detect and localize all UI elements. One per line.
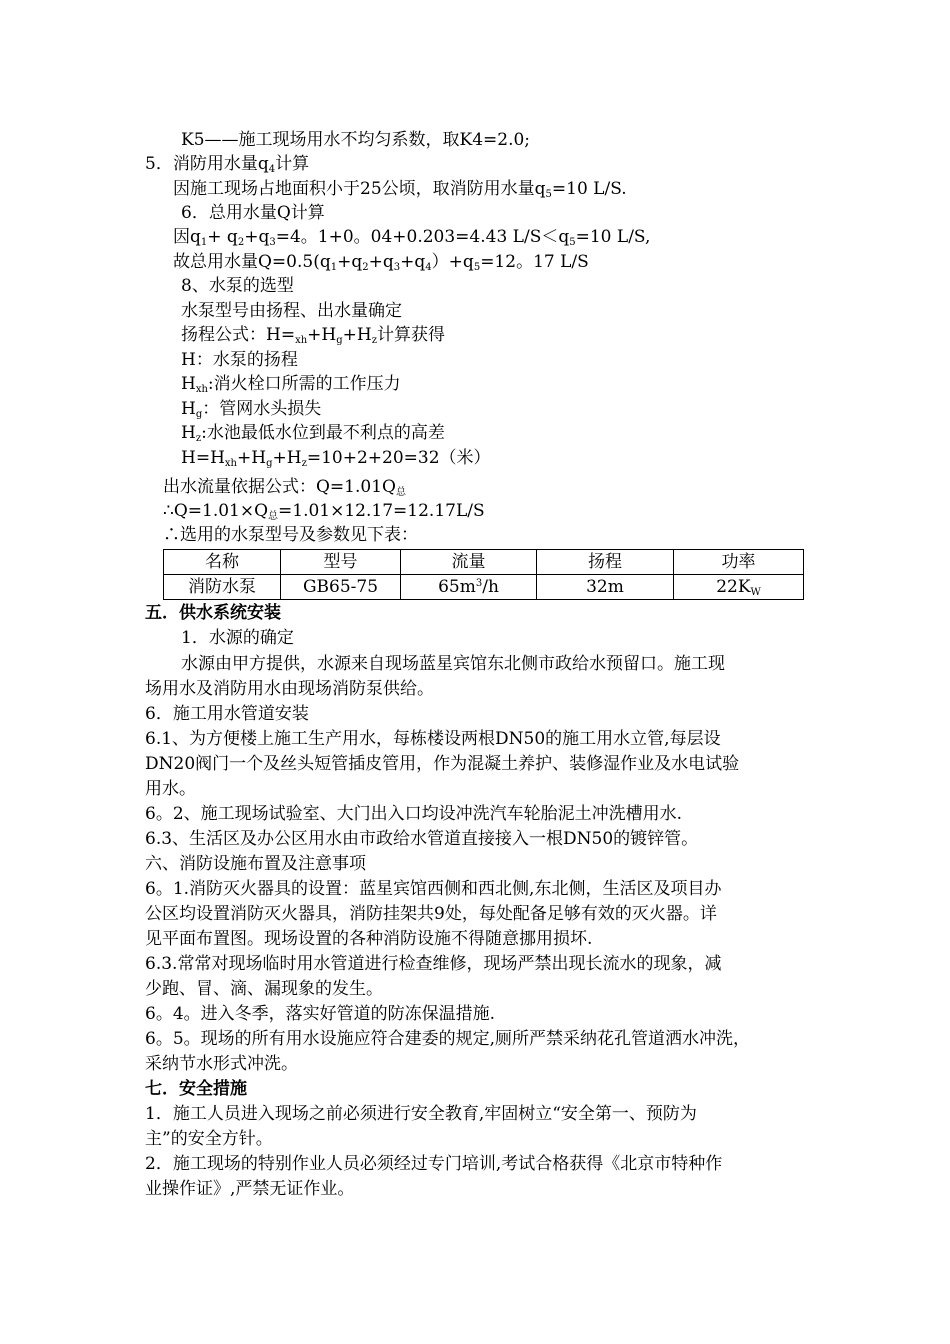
section-heading: 七．安全措施: [145, 1079, 247, 1099]
text-line: DN20阀门一个及丝头短管插皮管用，作为混凝土养护、装修湿作业及水电试验: [145, 754, 740, 774]
text-line: 见平面布置图。现场设置的各种消防设施不得随意挪用损坏.: [145, 929, 593, 949]
text-line: $H=H_{xh}+H_g+H_z=10+2+20=32$（米）: [181, 448, 491, 469]
text-line: 5．消防用水量$q_4$计算: [145, 154, 310, 175]
table-cell: 消防水泵: [164, 575, 281, 600]
table-row: [164, 575, 804, 600]
text-line: 2．施工现场的特别作业人员必须经过专门培训,考试合格获得《北京市特种作: [145, 1154, 723, 1174]
text-line: 6。2、施工现场试验室、大门出入口均设冲洗汽车轮胎泥土冲洗槽用水.: [145, 804, 683, 824]
text-line: 6.3、生活区及办公区用水由市政给水管道直接接入一根DN50的镀锌管。: [145, 829, 699, 849]
text-line: 因$q_1+ q_2+q_3=4$。1+0。04+0.203=4.43 $L/S<q_5=10$ L/S,: [173, 227, 651, 248]
table-header-cell: 流量: [401, 550, 537, 575]
text-line: 用水。: [145, 779, 196, 799]
table-header-cell: 型号: [281, 550, 401, 575]
section-heading: 五．供水系统安装: [145, 603, 281, 623]
text-line: 因施工现场占地面积小于25公顷，取消防用水量$q_5=10$ L/S.: [173, 179, 627, 200]
text-line: 出水流量依据公式：$Q=1.01Q_总$: [163, 477, 406, 498]
text-line: 6.3.常常对现场临时用水管道进行检查维修，现场严禁出现长流水的现象，减: [145, 954, 722, 974]
text-line: 少跑、冒、滴、漏现象的发生。: [145, 979, 383, 999]
text-line: $\therefore Q=1.01\times Q_总=1.01\times 12.17=12.17L/S$: [163, 501, 485, 522]
text-line: K5——施工现场用水不均匀系数，取K4=2.0;: [181, 130, 531, 150]
text-line: 8、水泵的选型: [181, 276, 294, 296]
table-header-cell: 名称: [164, 550, 281, 575]
text-line: 水源由甲方提供，水源来自现场蓝星宾馆东北侧市政给水预留口。施工现: [181, 654, 725, 674]
text-line: 采纳节水形式冲洗。: [145, 1054, 298, 1074]
text-line: 场用水及消防用水由现场消防泵供给。: [145, 679, 434, 699]
text-line: 公区均设置消防灭火器具，消防挂架共9处，每处配备足够有效的灭火器。详: [145, 904, 717, 924]
text-line: 6．总用水量Q计算: [181, 203, 325, 223]
text-line: 水泵型号由扬程、出水量确定: [181, 301, 402, 321]
table-header-cell: 扬程: [537, 550, 674, 575]
table-cell: 32m: [537, 575, 674, 600]
text-line: $H_g$：管网水头损失: [181, 399, 322, 420]
text-line: 六、消防设施布置及注意事项: [145, 854, 366, 874]
text-line: $H_{xh}$:消火栓口所需的工作压力: [181, 374, 401, 395]
text-line: 6。1.消防灭火器具的设置：蓝星宾馆西侧和西北侧,东北侧，生活区及项目办: [145, 879, 722, 899]
text-line: ∴选用的水泵型号及参数见下表：: [163, 525, 418, 545]
table-cell: GB65-75: [281, 575, 401, 600]
table-cell: $22K_W$: [674, 575, 804, 600]
text-line: 1．施工人员进入现场之前必须进行安全教育,牢固树立“安全第一、预防为: [145, 1104, 697, 1124]
text-line: 1．水源的确定: [181, 628, 294, 648]
text-line: 6。5。现场的所有用水设施应符合建委的规定,厕所严禁采纳花孔管道洒水冲洗，: [145, 1029, 751, 1049]
text-line: 6.1、为方便楼上施工生产用水，每栋楼设两根DN50的施工用水立管,每层设: [145, 729, 721, 749]
text-line: H：水泵的扬程: [181, 350, 298, 370]
pump-spec-table: [163, 549, 804, 600]
text-line: 6。4。进入冬季，落实好管道的防冻保温措施.: [145, 1004, 496, 1024]
text-line: 业操作证》,严禁无证作业。: [145, 1179, 355, 1199]
text-line: 主”的安全方针。: [145, 1129, 273, 1149]
table-header-cell: 功率: [674, 550, 804, 575]
text-line: $H_z$:水池最低水位到最不利点的高差: [181, 423, 445, 444]
table-header-row: [164, 550, 804, 575]
table-cell: $65m^3/h$: [401, 575, 537, 600]
text-line: 扬程公式：$H=_{xh}+H_g+H_z$计算获得: [181, 325, 446, 346]
text-line: 6．施工用水管道安装: [145, 704, 309, 724]
text-line: 故总用水量$Q=0.5(q_1+q_2+q_3+q_4)+q_5=12$。17 L/S: [173, 252, 589, 273]
